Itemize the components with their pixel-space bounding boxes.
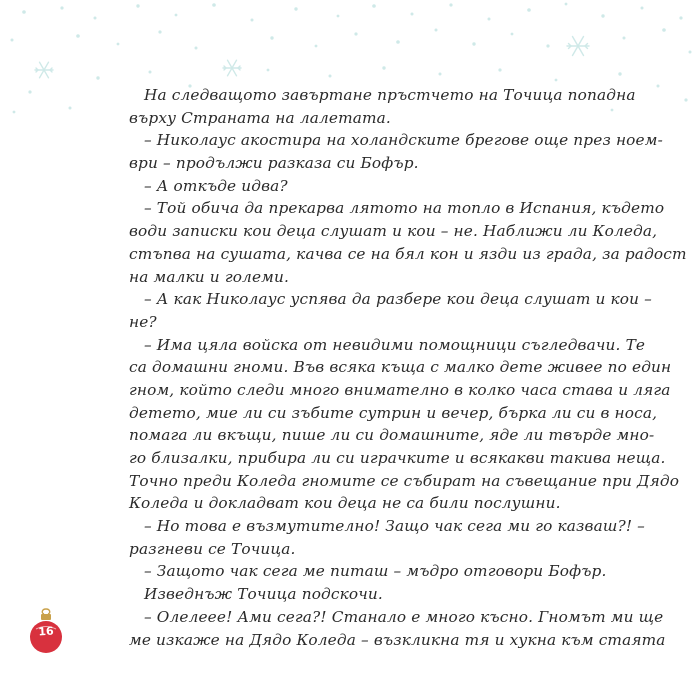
text-line: помага ли вкъщи, пише ли си домашните, яде ли твърде мно- — [129, 426, 655, 445]
paragraph — [129, 197, 687, 288]
text-line: – Но това е възмутително! Защо чак сега ми го казваш?! – — [144, 517, 645, 536]
text-line: на малки и големи. — [129, 267, 289, 286]
text-line: – Защото чак сега ме питаш – мъдро отговори Бофър. — [144, 562, 607, 581]
paragraph — [129, 606, 666, 651]
text-line: го близалки, прибира ли си играчките и всякакви такива неща. — [129, 449, 666, 467]
story-text — [129, 84, 687, 651]
text-line: – А откъде идва? — [144, 176, 288, 195]
text-line: – Николаус акостира на холандските брегове още през ноем- — [144, 131, 663, 150]
text-line: На следващото завъртане пръстчето на Точица попадна — [144, 86, 636, 104]
text-line: гном, който следи много внимателно в колко часа става и ляга — [129, 380, 671, 399]
text-line: води записки кои деца слушат и кои – не. Наближи ли Коледа, — [129, 222, 658, 241]
text-line: ври – продължи разказа си Бофър. — [129, 154, 419, 173]
page-number: 16 — [37, 624, 55, 639]
text-line: Изведнъж Точица подскочи. — [144, 585, 383, 604]
text-line: стъпва на сушата, качва се на бял кон и язди из града, за радост — [129, 244, 687, 263]
paragraph — [129, 288, 652, 333]
paragraph — [129, 583, 574, 606]
text-line: – Той обича да прекарва лятото на топло в Испания, където — [144, 199, 665, 218]
text-line: не? — [129, 312, 157, 331]
paragraph — [129, 334, 680, 516]
paragraph — [129, 175, 574, 198]
text-line: са домашни гноми. Във всяка къща с малко дете живее по един — [129, 358, 672, 377]
text-line: ме изкаже на Дядо Коледа – възкликна тя и хукна към стаята — [129, 630, 666, 649]
paragraph — [129, 129, 663, 174]
paragraph — [129, 515, 645, 560]
text-line: – А как Николаус успява да разбере кои деца слушат и кои – — [144, 290, 652, 309]
text-line: върху Страната на лалетата. — [129, 108, 391, 127]
snowflake-icon — [35, 62, 53, 78]
text-line: детето, мие ли си зъбите сутрин и вечер, бърка ли си в носа, — [129, 403, 658, 422]
text-line: разгневи се Точица. — [129, 539, 296, 558]
snowflake-icon — [567, 37, 589, 56]
paragraph — [129, 84, 636, 129]
text-line: Коледа и докладват кои деца не са били послушни. — [129, 494, 561, 513]
snowflake-icon — [223, 60, 241, 76]
text-line: Точно преди Коледа гномите се събират на съвещание при Дядо — [129, 471, 680, 490]
text-line: – Олелеее! Ами сега?! Станало е много късно. Гномът ми ще — [144, 607, 664, 626]
paragraph — [129, 560, 607, 583]
text-line: – Има цяла войска от невидими помощници съгледвачи. Те — [144, 335, 646, 354]
